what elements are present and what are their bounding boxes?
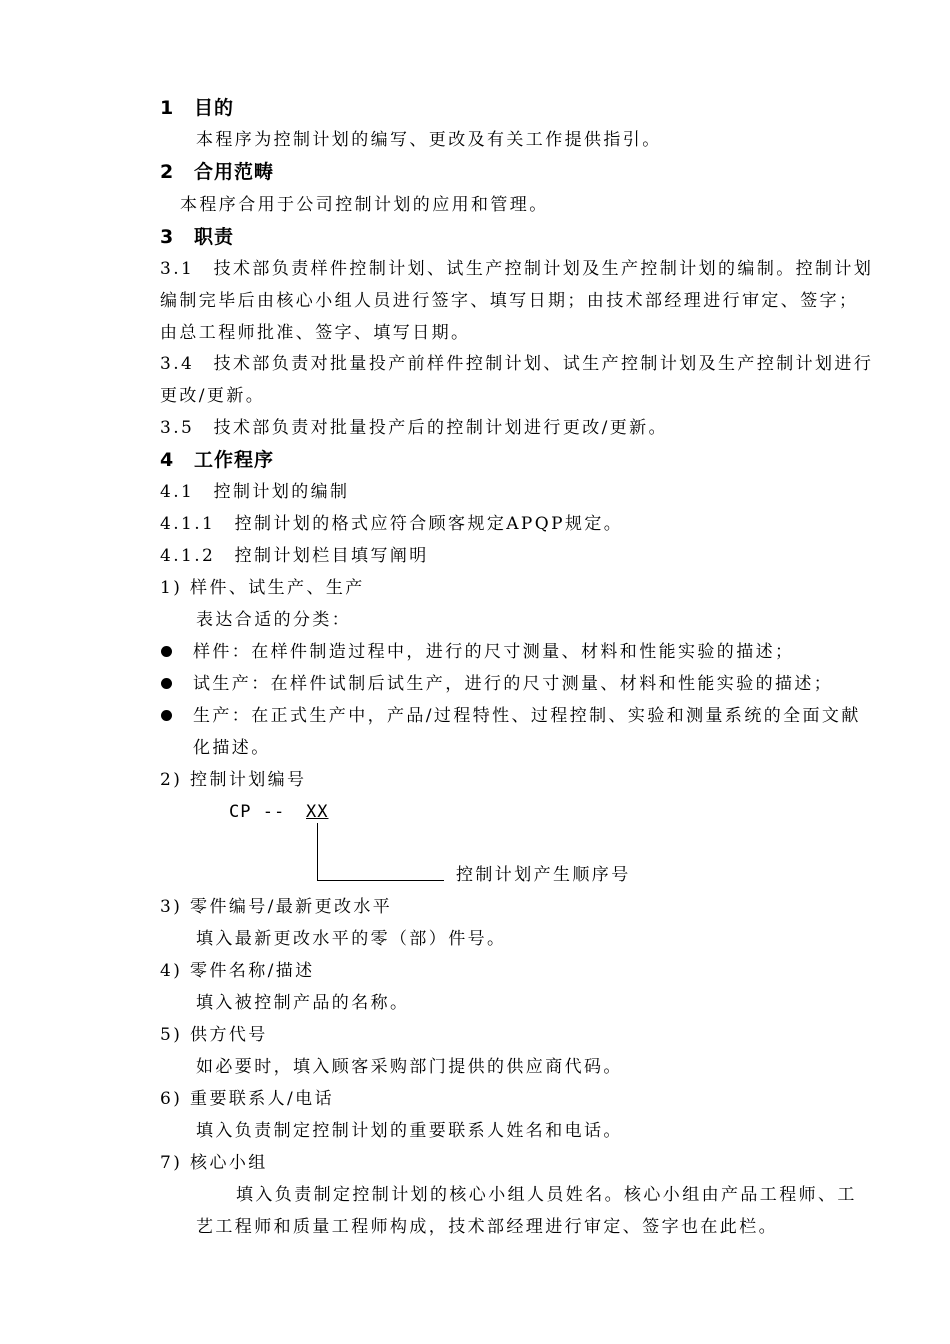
- para-3-1-line-3: 由总工程师批准、签字、填写日期。: [160, 323, 471, 343]
- list-item-7-sub-line-1: 填入负责制定控制计划的核心小组人员姓名。核心小组由产品工程师、工: [236, 1185, 857, 1205]
- section-2-heading: [160, 160, 274, 184]
- para-3-5: 3.5 技术部负责对批量投产后的控制计划进行更改/更新。: [160, 418, 668, 438]
- bullet-text-1: 样件：在样件制造过程中，进行的尺寸测量、材料和性能实验的描述；: [193, 642, 795, 662]
- list-item-6-sub: 填入负责制定控制计划的重要联系人姓名和电话。: [196, 1121, 623, 1141]
- list-item-4-sub: 填入被控制产品的名称。: [196, 993, 410, 1013]
- section-number: 1: [160, 97, 175, 119]
- para-3-4-line-1: 3.4 技术部负责对批量投产前样件控制计划、试生产控制计划及生产控制计划进行: [160, 354, 874, 374]
- section-1-heading: [160, 96, 234, 120]
- list-item-2: 2) 控制计划编号: [160, 770, 307, 790]
- section-title: 目的: [194, 97, 235, 119]
- bullet-text-3-line-1: 生产：在正式生产中，产品/过程特性、过程控制、实验和测量系统的全面文献: [193, 706, 861, 726]
- list-item-1-sub: 表达合适的分类：: [196, 610, 352, 630]
- para-3-1-line-1: 3.1 技术部负责样件控制计划、试生产控制计划及生产控制计划的编制。控制计划: [160, 259, 874, 279]
- list-item-4: 4) 零件名称/描述: [160, 961, 315, 981]
- list-item-6: 6) 重要联系人/电话: [160, 1089, 334, 1109]
- bullet-text-2: 试生产：在样件试制后试生产，进行的尺寸测量、材料和性能实验的描述；: [193, 674, 834, 694]
- cp-prefix: CP --: [229, 802, 286, 822]
- cp-sequence-placeholder: XX: [306, 802, 329, 822]
- section-title: 合用范畴: [194, 161, 275, 183]
- cp-caption: 控制计划产生顺序号: [456, 865, 631, 885]
- section-1-body: 本程序为控制计划的编写、更改及有关工作提供指引。: [196, 130, 662, 150]
- para-3-1-line-2: 编制完毕后由核心小组人员进行签字、填写日期；由技术部经理进行审定、签字；: [160, 291, 859, 311]
- para-4-1-2: 4.1.2 控制计划栏目填写阐明: [160, 546, 429, 566]
- section-3-heading: [160, 225, 234, 249]
- section-title: 工作程序: [194, 449, 275, 471]
- list-item-3: 3) 零件编号/最新更改水平: [160, 897, 393, 917]
- bullet-icon: [161, 678, 172, 689]
- section-number: 3: [160, 226, 175, 248]
- connector-line-vertical: [317, 823, 318, 881]
- section-title: 职责: [194, 226, 235, 248]
- list-item-5: 5) 供方代号: [160, 1025, 268, 1045]
- bullet-icon: [161, 710, 172, 721]
- connector-line-horizontal: [317, 880, 444, 881]
- para-4-1: 4.1 控制计划的编制: [160, 482, 350, 502]
- section-number: 4: [160, 449, 175, 471]
- list-item-5-sub: 如必要时，填入顾客采购部门提供的供应商代码。: [196, 1057, 623, 1077]
- para-4-1-1: 4.1.1 控制计划的格式应符合顾客规定APQP规定。: [160, 514, 624, 534]
- list-item-3-sub: 填入最新更改水平的零（部）件号。: [196, 929, 507, 949]
- list-item-7: 7) 核心小组: [160, 1153, 268, 1173]
- list-item-7-sub-line-2: 艺工程师和质量工程师构成，技术部经理进行审定、签字也在此栏。: [196, 1217, 778, 1237]
- section-number: 2: [160, 161, 175, 183]
- bullet-text-3-line-2: 化描述。: [193, 738, 271, 758]
- para-3-4-line-2: 更改/更新。: [160, 386, 266, 406]
- bullet-icon: [161, 646, 172, 657]
- list-item-1: 1) 样件、试生产、生产: [160, 578, 365, 598]
- section-4-heading: [160, 448, 274, 472]
- section-2-body: 本程序合用于公司控制计划的应用和管理。: [180, 195, 549, 215]
